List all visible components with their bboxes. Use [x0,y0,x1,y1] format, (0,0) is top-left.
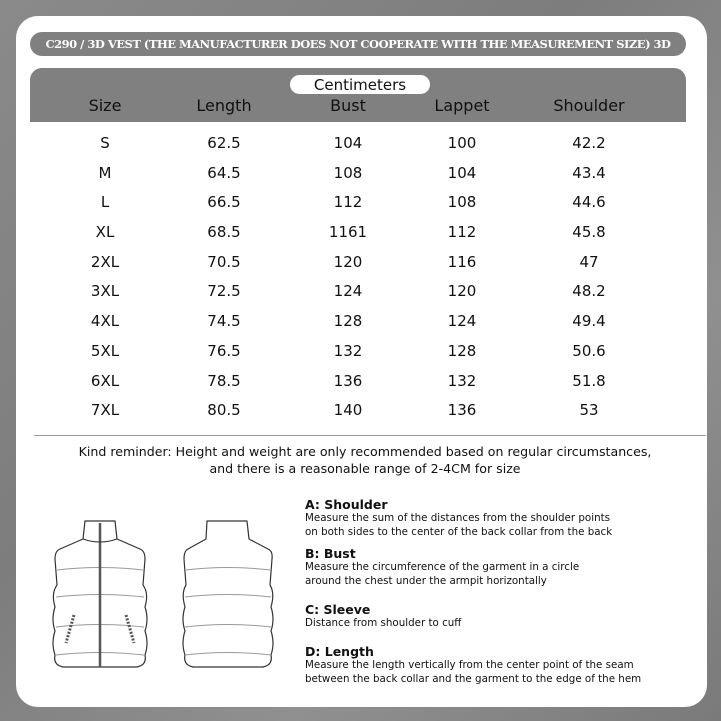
cell-size: 2XL [90,252,120,271]
column-header-shoulder: Shoulder [553,96,625,115]
cell-length: 64.5 [207,163,241,182]
measurement-desc-line: between the back collar and the garment to the edge of the hem [305,672,642,685]
table-row [30,160,686,190]
cell-lappet: 108 [447,193,477,212]
table-row [30,219,686,249]
cell-lappet: 104 [447,163,477,182]
table-row [30,130,686,160]
unit-label: Centimeters [290,75,430,94]
cell-lappet: 116 [447,252,477,271]
table-row [30,308,686,338]
reminder-line-2: and there is a reasonable range of 2-4CM for size [209,461,521,476]
measurement-desc-line: on both sides to the center of the back collar from the back [305,525,613,538]
column-header-bust: Bust [330,96,366,115]
section-divider [34,435,706,436]
cell-size: M [98,163,112,182]
cell-lappet: 112 [447,223,477,242]
cell-length: 62.5 [207,134,241,152]
cell-shoulder: 43.4 [572,163,606,182]
vest-front-icon [45,515,155,675]
measurement-title: B: Bust [305,546,356,561]
cell-size: S [100,134,110,152]
cell-bust: 1161 [328,223,368,242]
measurement-shoulder [305,497,700,539]
vest-back-icon [175,515,280,675]
table-row [30,397,686,427]
cell-length: 80.5 [207,401,241,420]
cell-shoulder: 49.4 [572,312,606,331]
cell-shoulder: 45.8 [572,223,606,242]
cell-size: 7XL [90,401,120,420]
cell-shoulder: 44.6 [572,193,606,212]
table-row [30,249,686,279]
measurement-desc-line: Measure the circumference of the garment in a circle [305,561,580,573]
cell-bust: 112 [333,193,363,212]
measurement-desc-line: Measure the sum of the distances from the shoulder points [305,512,611,524]
reminder-line-1: Kind reminder: Height and weight are only recommended based on regular circumstances, [78,444,652,459]
cell-shoulder: 51.8 [572,371,606,390]
column-header-length: Length [196,96,252,115]
cell-shoulder: 48.2 [572,282,606,301]
cell-lappet: 128 [447,341,477,360]
measurement-desc-line: Distance from shoulder to cuff [305,617,462,629]
cell-shoulder: 50.6 [572,341,606,360]
cell-bust: 104 [333,134,363,152]
cell-bust: 128 [333,312,363,331]
measurement-sleeve [305,602,700,631]
measurement-title: A: Shoulder [305,497,388,512]
cell-bust: 108 [333,163,363,182]
cell-bust: 140 [333,401,363,420]
cell-shoulder: 53 [579,401,599,420]
cell-size: 3XL [90,282,120,301]
cell-size: 6XL [90,371,120,390]
cell-size: 5XL [90,341,120,360]
table-row [30,368,686,398]
cell-lappet: 136 [447,401,477,420]
cell-lappet: 132 [447,371,477,390]
cell-size: L [100,193,110,212]
cell-length: 78.5 [207,371,241,390]
measurement-bust [305,546,700,588]
cell-lappet: 100 [447,134,477,152]
cell-lappet: 124 [447,312,477,331]
table-row [30,338,686,368]
measurement-desc-line: Measure the length vertically from the center point of the seam [305,659,634,671]
column-header-size: Size [88,96,122,115]
cell-length: 66.5 [207,193,241,212]
measurement-length [305,644,700,686]
measurement-desc-line: around the chest under the armpit horizontally [305,574,547,587]
cell-shoulder: 47 [579,252,599,271]
cell-length: 70.5 [207,252,241,271]
product-title: C290 / 3D VEST (THE MANUFACTURER DOES NOT COOPERATE WITH THE MEASUREMENT SIZE) 3D [30,32,686,56]
cell-bust: 124 [333,282,363,301]
size-table-body [30,130,686,427]
cell-size: XL [95,223,115,242]
cell-length: 76.5 [207,341,241,360]
cell-bust: 136 [333,371,363,390]
measurement-title: C: Sleeve [305,602,371,617]
table-row [30,189,686,219]
table-row [30,278,686,308]
cell-bust: 132 [333,341,363,360]
cell-size: 4XL [90,312,120,331]
cell-lappet: 120 [447,282,477,301]
cell-bust: 120 [333,252,363,271]
column-header-lappet: Lappet [434,96,490,115]
cell-length: 74.5 [207,312,241,331]
cell-length: 68.5 [207,223,241,242]
kind-reminder [30,443,700,477]
cell-length: 72.5 [207,282,241,301]
table-column-headers [30,96,686,120]
cell-shoulder: 42.2 [572,134,606,152]
measurement-title: D: Length [305,644,374,659]
